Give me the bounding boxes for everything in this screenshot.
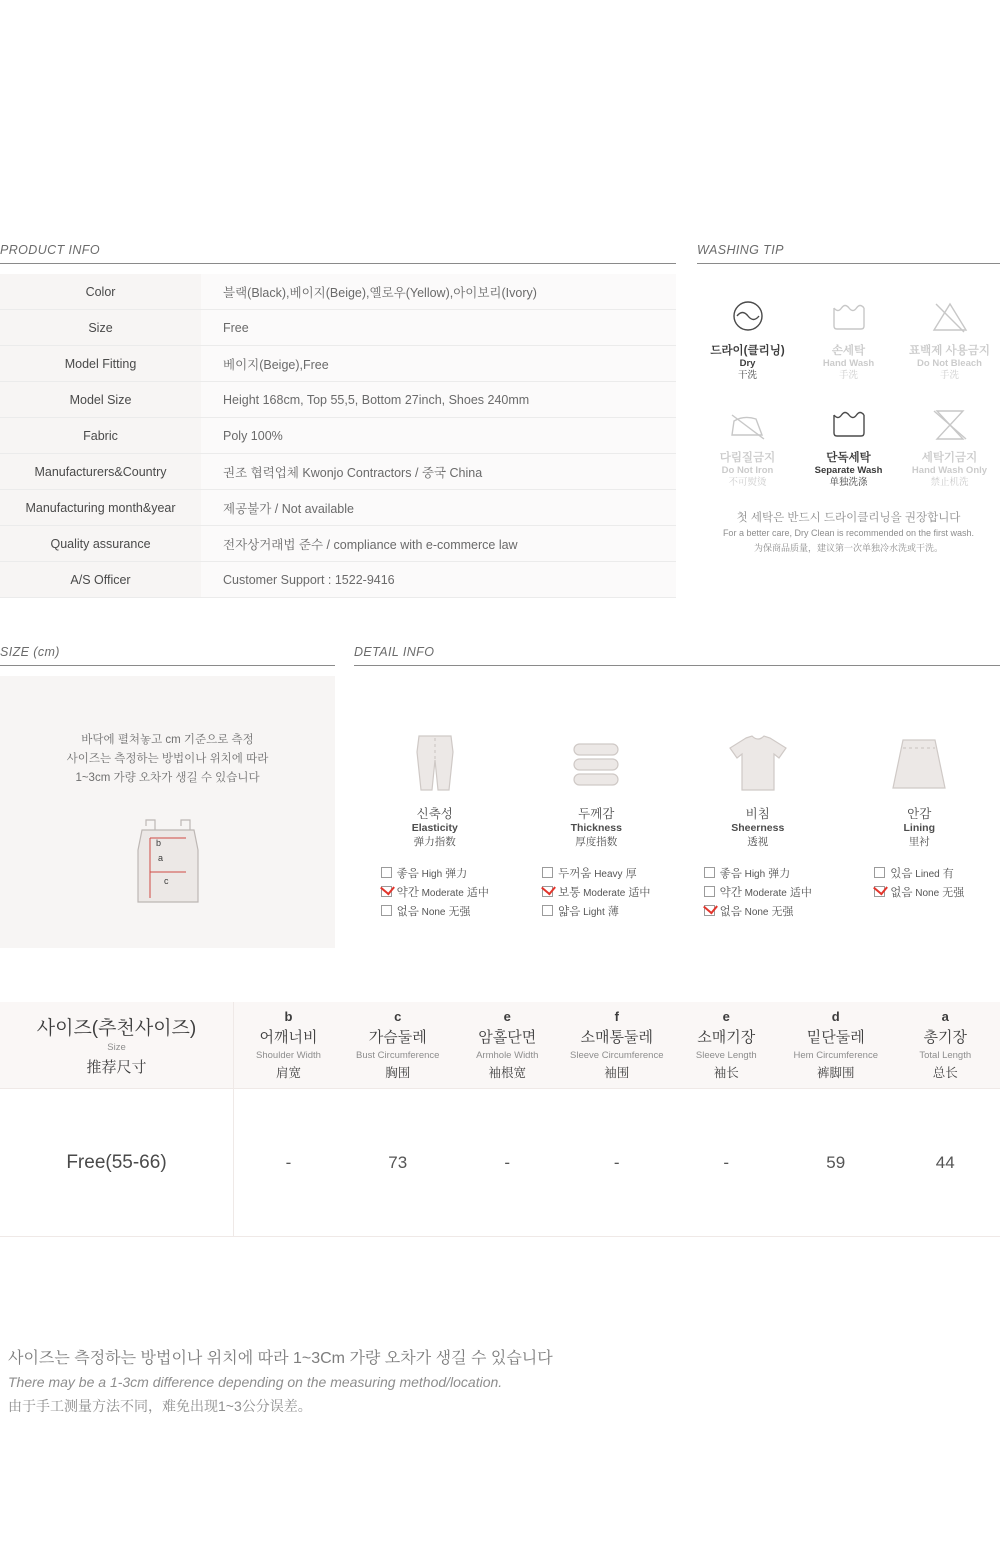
measure-label-cn: 肩宽: [275, 1066, 301, 1080]
size-table-body: [0, 1089, 1000, 1237]
size-cm-section: [0, 645, 335, 948]
washing-note-cn: 为保商品质量，建议第一次单独冷水洗或干洗。: [753, 543, 943, 554]
svg-text:b: b: [155, 838, 161, 848]
svg-text:a: a: [157, 853, 163, 863]
measure-label-ko: 암홀단면: [478, 1029, 537, 1046]
washing-item-hand-wash: [798, 292, 899, 383]
option-label-cn: 无强: [445, 906, 471, 918]
option-label-ko: 약간: [396, 887, 419, 899]
measure-mark: c: [394, 1009, 402, 1024]
detail-option-none[interactable]: [381, 903, 489, 919]
checkbox-icon[interactable]: [381, 886, 392, 897]
washing-label-en: Do Not Iron: [721, 464, 774, 476]
product-info-key: Manufacturers&Country: [0, 454, 201, 490]
hand-wash-only-icon: [899, 399, 1000, 451]
washing-item-separate-wash: [798, 399, 899, 490]
detail-option-none[interactable]: [704, 903, 812, 919]
size-table-cell: -: [672, 1089, 782, 1237]
product-info-key: A/S Officer: [0, 562, 201, 598]
washing-label-ko: 세탁기금지: [921, 451, 978, 464]
product-info-section: [0, 243, 676, 598]
size-table-head: [0, 1002, 1000, 1089]
checkbox-icon[interactable]: [704, 867, 715, 878]
washing-tip-title: WASHING TIP: [697, 243, 1000, 264]
measure-label-en: Bust Circumference: [356, 1050, 440, 1061]
detail-item-elasticity: [354, 724, 516, 922]
washing-item-hand-wash-only: [899, 399, 1000, 490]
size-disclaimer-cn: 由于手工测量方法不同，难免出现1~3公分误差。: [8, 1398, 312, 1414]
detail-label-cn: 透视: [747, 836, 769, 848]
size-table-cell: 44: [891, 1089, 1000, 1237]
measure-label-cn: 胸围: [385, 1066, 411, 1080]
detail-option-heavy[interactable]: [542, 865, 650, 881]
option-label-en: Light: [580, 907, 605, 918]
detail-option-list: [874, 862, 964, 903]
measure-label-en: Total Length: [919, 1050, 972, 1061]
measure-mark: a: [941, 1009, 949, 1024]
table-row: [0, 274, 676, 310]
detail-label-ko: 두께감: [578, 807, 615, 821]
washing-label-cn: 禁止机洗: [930, 476, 969, 488]
washing-note-en: For a better care, Dry Clean is recommended on the first wash.: [722, 528, 975, 539]
detail-label-cn: 里衬: [908, 836, 930, 848]
option-label-ko: 있음: [890, 868, 913, 880]
size-table-cell: -: [562, 1089, 672, 1237]
size-header-en: Size: [107, 1042, 126, 1053]
size-table-header-col: [453, 1002, 563, 1089]
option-label-cn: 适中: [463, 887, 489, 899]
size-cm-box: [0, 676, 335, 948]
size-cm-note-line1: 바닥에 펼쳐놓고 cm 기준으로 측정: [81, 734, 254, 746]
table-row: [0, 454, 676, 490]
product-info-key: Model Size: [0, 382, 201, 418]
detail-option-moderate[interactable]: [542, 884, 650, 900]
washing-label-en: Do Not Bleach: [917, 358, 982, 370]
tshirt-icon: [677, 724, 839, 794]
option-label-en: Moderate: [741, 888, 787, 899]
pants-icon: [354, 724, 516, 794]
option-label-en: None: [418, 907, 446, 918]
detail-item-sheerness: [677, 724, 839, 922]
washing-note: [697, 509, 1000, 554]
product-info-value: 제공불가 / Not available: [201, 490, 676, 526]
option-label-ko: 약간: [719, 887, 742, 899]
measure-label-en: Hem Circumference: [793, 1050, 878, 1061]
checkbox-icon[interactable]: [874, 867, 885, 878]
measure-label-ko: 소매통둘레: [580, 1029, 653, 1046]
washing-label-cn: 不可熨烫: [728, 476, 767, 488]
product-info-value: 베이지(Beige),Free: [201, 346, 676, 382]
size-table-cell: -: [453, 1089, 563, 1237]
measure-mark: e: [722, 1009, 730, 1024]
checkbox-icon[interactable]: [704, 905, 715, 916]
size-table-header-col: [781, 1002, 891, 1089]
size-cm-note-line3: 1~3cm 가량 오차가 생길 수 있습니다: [75, 771, 260, 784]
washing-tip-section: [697, 243, 1000, 554]
detail-option-high[interactable]: [704, 865, 812, 881]
size-table-header-col: [891, 1002, 1000, 1089]
table-row: [0, 310, 676, 346]
table-row: [0, 1089, 1000, 1237]
garment-measure-diagram: [128, 816, 208, 913]
detail-info-grid: [354, 676, 1000, 922]
washing-label-ko: 손세탁: [831, 345, 866, 357]
washing-label-ko: 다림질금지: [719, 451, 776, 464]
layers-icon: [516, 724, 678, 794]
checkbox-icon[interactable]: [542, 867, 553, 878]
size-header-cn: 推荐尺寸: [86, 1059, 147, 1076]
detail-option-list: [542, 862, 650, 922]
svg-text:c: c: [163, 876, 168, 886]
detail-option-lined[interactable]: [874, 865, 964, 881]
washing-item-do-not-iron: [697, 399, 798, 490]
washing-item-dry-clean: [697, 292, 798, 383]
measure-label-en: Sleeve Circumference: [570, 1050, 664, 1061]
checkbox-icon[interactable]: [874, 886, 885, 897]
option-label-cn: 无强: [939, 887, 965, 899]
measure-label-ko: 가슴둘레: [368, 1029, 427, 1046]
washing-label-ko: 드라이(클리닝): [710, 345, 785, 357]
washing-icon-grid: [697, 292, 1000, 489]
measure-label-cn: 裤脚围: [816, 1066, 855, 1080]
measure-label-cn: 袖根宽: [488, 1066, 526, 1080]
detail-option-light[interactable]: [542, 903, 650, 919]
measure-label-ko: 밑단둘레: [806, 1029, 865, 1046]
size-table-header-col: [343, 1002, 453, 1089]
table-row: [0, 490, 676, 526]
measure-label-en: Armhole Width: [476, 1050, 539, 1061]
detail-option-moderate[interactable]: [704, 884, 812, 900]
product-info-value: Customer Support : 1522-9416: [201, 562, 676, 598]
size-table-section: [0, 1002, 1000, 1237]
washing-label-ko: 표백제 사용금지: [909, 345, 990, 357]
option-label-en: Moderate: [418, 888, 464, 899]
detail-info-section: [354, 645, 1000, 922]
product-info-value: Free: [201, 310, 676, 346]
product-info-key: Manufacturing month&year: [0, 490, 201, 526]
product-info-title: PRODUCT INFO: [0, 243, 676, 264]
detail-label-ko: 안감: [907, 807, 932, 821]
do-not-iron-icon: [697, 399, 798, 451]
option-label-en: None: [912, 888, 940, 899]
table-row: [0, 346, 676, 382]
option-label-cn: 适中: [786, 887, 812, 899]
detail-option-list: [381, 862, 489, 922]
separate-wash-icon: [798, 399, 899, 451]
detail-label-en: Lining: [903, 822, 935, 834]
size-table-cell: 73: [343, 1089, 453, 1237]
size-disclaimer-ko: 사이즈는 측정하는 방법이나 위치에 따라 1~3Cm 가량 오차가 생길 수 있습니다: [8, 1350, 553, 1367]
measure-label-en: Sleeve Length: [695, 1050, 757, 1061]
washing-label-en: Hand Wash: [822, 358, 875, 370]
measure-label-cn: 袖长: [713, 1066, 739, 1080]
size-header-ko: 사이즈(추천사이즈): [36, 1018, 197, 1039]
washing-label-cn: 手洗: [939, 370, 959, 382]
product-info-value: 권조 협력업체 Kwonjo Contractors / 중국 China: [201, 454, 676, 490]
measure-mark: b: [284, 1009, 293, 1024]
measure-label-cn: 总长: [932, 1066, 958, 1080]
detail-label-ko: 비침: [745, 807, 770, 821]
size-table: [0, 1002, 1000, 1237]
table-row: [0, 382, 676, 418]
size-table-cell: -: [234, 1089, 344, 1237]
measure-label-en: Shoulder Width: [256, 1050, 321, 1061]
washing-label-en: Dry: [739, 358, 756, 370]
size-table-header-size: [0, 1002, 234, 1089]
option-label-cn: 弹力: [765, 868, 791, 880]
measure-mark: d: [831, 1009, 840, 1024]
washing-item-do-not-bleach: [899, 292, 1000, 383]
measure-mark: e: [503, 1009, 511, 1024]
checkbox-icon[interactable]: [704, 886, 715, 897]
product-info-key: Model Fitting: [0, 346, 201, 382]
washing-label-en: Hand Wash Only: [911, 464, 988, 476]
detail-label-cn: 弹力指数: [413, 836, 456, 848]
washing-label-ko: 단독세탁: [826, 451, 871, 464]
size-table-header-col: [234, 1002, 344, 1089]
detail-item-lining: [839, 724, 1000, 922]
size-cm-note-line2: 사이즈는 측정하는 방법이나 위치에 따라: [66, 752, 269, 765]
washing-label-cn: 单独洗涤: [829, 476, 868, 488]
size-table-cell: 59: [781, 1089, 891, 1237]
measure-label-cn: 袖围: [604, 1066, 630, 1080]
option-label-ko: 없음: [890, 887, 913, 899]
detail-label-cn: 厚度指数: [575, 836, 618, 848]
checkbox-icon[interactable]: [542, 905, 553, 916]
option-label-en: High: [418, 869, 443, 880]
hand-wash-icon: [798, 292, 899, 344]
washing-note-ko: 첫 세탁은 반드시 드라이클리닝을 권장합니다: [736, 512, 961, 525]
measure-mark: f: [614, 1009, 619, 1024]
checkbox-icon[interactable]: [381, 867, 392, 878]
detail-option-list: [704, 862, 812, 922]
detail-option-moderate[interactable]: [381, 884, 489, 900]
option-label-en: Moderate: [580, 888, 626, 899]
washing-label-cn: 手洗: [838, 370, 858, 382]
product-info-key: Size: [0, 310, 201, 346]
table-row: [0, 418, 676, 454]
option-label-cn: 薄: [604, 906, 619, 918]
size-table-row-label: Free(55-66): [0, 1089, 234, 1237]
size-disclaimer: [8, 1345, 988, 1416]
option-label-ko: 없음: [396, 906, 419, 918]
option-label-cn: 适中: [625, 887, 651, 899]
option-label-ko: 보통: [558, 887, 581, 899]
product-info-table: [0, 274, 676, 598]
washing-label-cn: 干洗: [737, 370, 757, 382]
table-row: [0, 562, 676, 598]
product-info-value: 전자상거래법 준수 / compliance with e-commerce law: [201, 526, 676, 562]
dry-clean-icon: [697, 292, 798, 344]
option-label-cn: 无强: [768, 906, 794, 918]
size-table-header-col: [562, 1002, 672, 1089]
checkbox-icon[interactable]: [381, 905, 392, 916]
size-cm-title: SIZE (cm): [0, 645, 335, 666]
do-not-bleach-icon: [899, 292, 1000, 344]
option-label-en: High: [741, 869, 766, 880]
size-cm-note: [0, 676, 335, 788]
option-label-ko: 두꺼움: [558, 868, 592, 880]
option-label-ko: 없음: [719, 906, 742, 918]
detail-label-ko: 신축성: [416, 807, 453, 821]
detail-option-none[interactable]: [874, 884, 964, 900]
product-info-key: Color: [0, 274, 201, 310]
option-label-ko: 좋음: [719, 868, 742, 880]
detail-label-en: Elasticity: [411, 822, 458, 834]
product-info-key: Fabric: [0, 418, 201, 454]
product-info-key: Quality assurance: [0, 526, 201, 562]
size-disclaimer-en: There may be a 1-3cm difference depending on the measuring method/location.: [8, 1374, 503, 1390]
table-row: [0, 526, 676, 562]
product-info-value: 블랙(Black),베이지(Beige),옐로우(Yellow),아이보리(Ivory): [201, 274, 676, 310]
product-info-value: Height 168cm, Top 55,5, Bottom 27inch, Shoes 240mm: [201, 382, 676, 418]
detail-item-thickness: [516, 724, 678, 922]
option-label-ko: 얇음: [558, 906, 581, 918]
option-label-en: Lined: [912, 869, 940, 880]
detail-option-high[interactable]: [381, 865, 489, 881]
skirt-icon: [839, 724, 1000, 794]
washing-label-en: Separate Wash: [814, 464, 883, 476]
option-label-en: None: [741, 907, 769, 918]
measure-label-ko: 어깨너비: [259, 1029, 318, 1046]
checkbox-icon[interactable]: [542, 886, 553, 897]
option-label-en: Heavy: [591, 869, 623, 880]
option-label-ko: 좋음: [396, 868, 419, 880]
option-label-cn: 弹力: [442, 868, 468, 880]
product-info-value: Poly 100%: [201, 418, 676, 454]
option-label-cn: 有: [939, 868, 954, 880]
detail-label-en: Sheerness: [731, 822, 785, 834]
detail-info-title: DETAIL INFO: [354, 645, 1000, 666]
measure-label-ko: 소매기장: [697, 1029, 756, 1046]
option-label-cn: 厚: [622, 868, 637, 880]
detail-label-en: Thickness: [570, 822, 622, 834]
size-table-header-col: [672, 1002, 782, 1089]
measure-label-ko: 총기장: [923, 1029, 967, 1046]
